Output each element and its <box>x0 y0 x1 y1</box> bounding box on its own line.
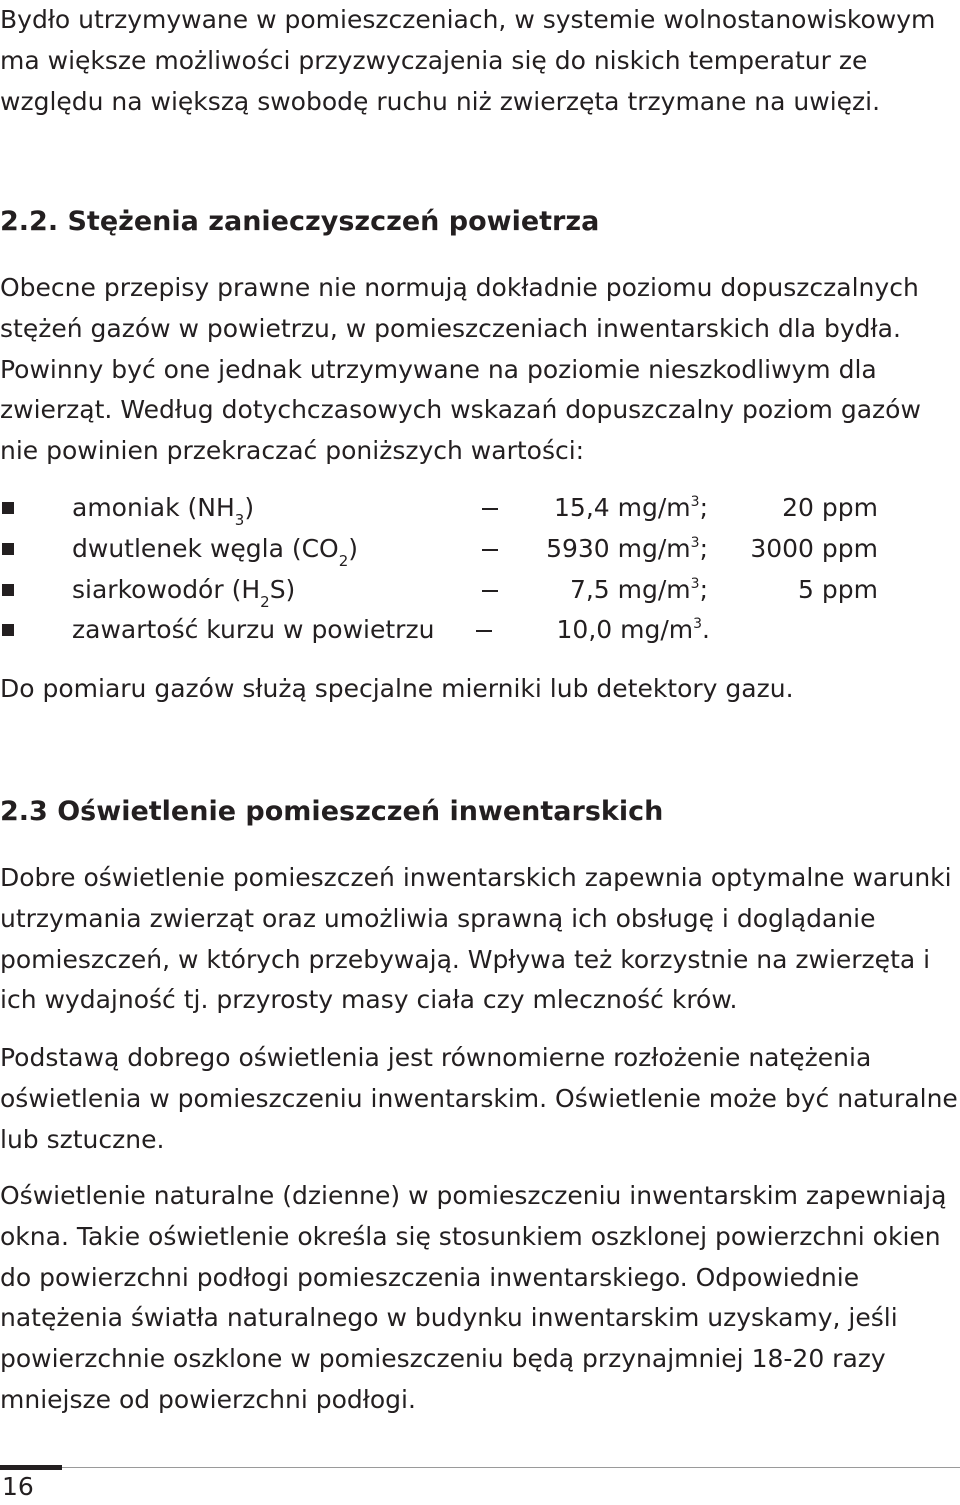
dash-icon <box>482 508 498 510</box>
list-item <box>0 610 900 651</box>
dash-icon <box>482 590 498 592</box>
square-bullet-icon <box>2 543 14 555</box>
footer-rule <box>0 1467 960 1468</box>
list-item <box>0 488 900 529</box>
gas-concentration: 7,5 $mg/m^3$; <box>569 574 708 604</box>
square-bullet-icon <box>2 584 14 596</box>
page-number: 16 <box>2 1472 34 1501</box>
list-item <box>0 529 900 570</box>
gas-ppm: 3000 ppm <box>750 533 878 563</box>
section-2-2-closing: Do pomiaru gazów służą specjalne mierniki lub detektory gazu. <box>0 674 794 703</box>
square-bullet-icon <box>2 624 14 636</box>
gas-name: siarkowodór $(H_2S)$ <box>72 574 296 611</box>
section-2-3-paragraph-1: Dobre oświetlenie pomieszczeń inwentarskich zapewnia optymalne warunki utrzymania zwierząt oraz umożliwia sprawną ich obsługę i doglądanie pomieszczeń, w których przebywają. Wpływa też korzystnie na zwierzęta i ich wydajność tj. przyrosty masy ciała czy mleczność krów. <box>0 863 952 1015</box>
gas-name: amoniak $(NH_3)$ <box>72 493 255 529</box>
gas-ppm: 5 ppm <box>798 574 878 604</box>
dash-icon <box>482 549 498 551</box>
gas-concentration: 5930 $mg/m^3$; <box>546 533 708 563</box>
gas-name: dwutlenek węgla $(CO_2)$ <box>72 533 359 570</box>
section-2-2-paragraph: Obecne przepisy prawne nie normują dokładnie poziomu dopuszczalnych stężeń gazów w powietrzu, w pomieszczeniach inwentarskich dla bydła. Powinny być one jednak utrzymywane na poziomie nieszkodliwym dla zwierząt. Według dotychczasowych wskazań dopuszczalny poziom gazów nie powinien przekraczać poniższych wartości: <box>0 273 921 466</box>
gas-concentration: 10,0 $mg/m^3$. <box>556 615 710 645</box>
list-item <box>0 570 900 611</box>
section-2-3-paragraph-2: Podstawą dobrego oświetlenia jest równomierne rozłożenie natężenia oświetlenia w pomieszczeniu inwentarskim. Oświetlenie może być naturalne lub sztuczne. <box>0 1043 958 1154</box>
section-2-2-title: 2.2. Stężenia zanieczyszczeń powietrza <box>0 206 600 237</box>
gas-ppm: 20 ppm <box>782 493 878 522</box>
gas-concentration: 15,4 $mg/m^3$; <box>554 493 708 522</box>
intro-paragraph: Bydło utrzymywane w pomieszczeniach, w systemie wolnostanowiskowym ma większe możliwości przyzwyczajenia się do niskich temperatur ze względu na większą swobodę ruchu niż zwierzęta trzymane na uwięzi. <box>0 5 936 116</box>
dash-icon <box>476 630 492 632</box>
section-2-3-paragraph-3: Oświetlenie naturalne (dzienne) w pomieszczeniu inwentarskim zapewniają okna. Takie oświetlenie określa się stosunkiem oszklonej powierzchni okien do powierzchni podłogi pomieszczenia inwentarskiego. Odpowiednie natężenia światła naturalnego w budynku inwentarskim uzyskamy, jeśli powierzchnie oszklone w pomieszczeniu będą przynajmniej 18-20 razy mniejsze od powierzchni podłogi. <box>0 1181 947 1414</box>
square-bullet-icon <box>2 502 14 514</box>
gas-name: zawartość kurzu w powietrzu <box>72 615 435 645</box>
section-2-3-title: 2.3 Oświetlenie pomieszczeń inwentarskich <box>0 796 664 827</box>
gas-limits-list <box>0 488 900 651</box>
